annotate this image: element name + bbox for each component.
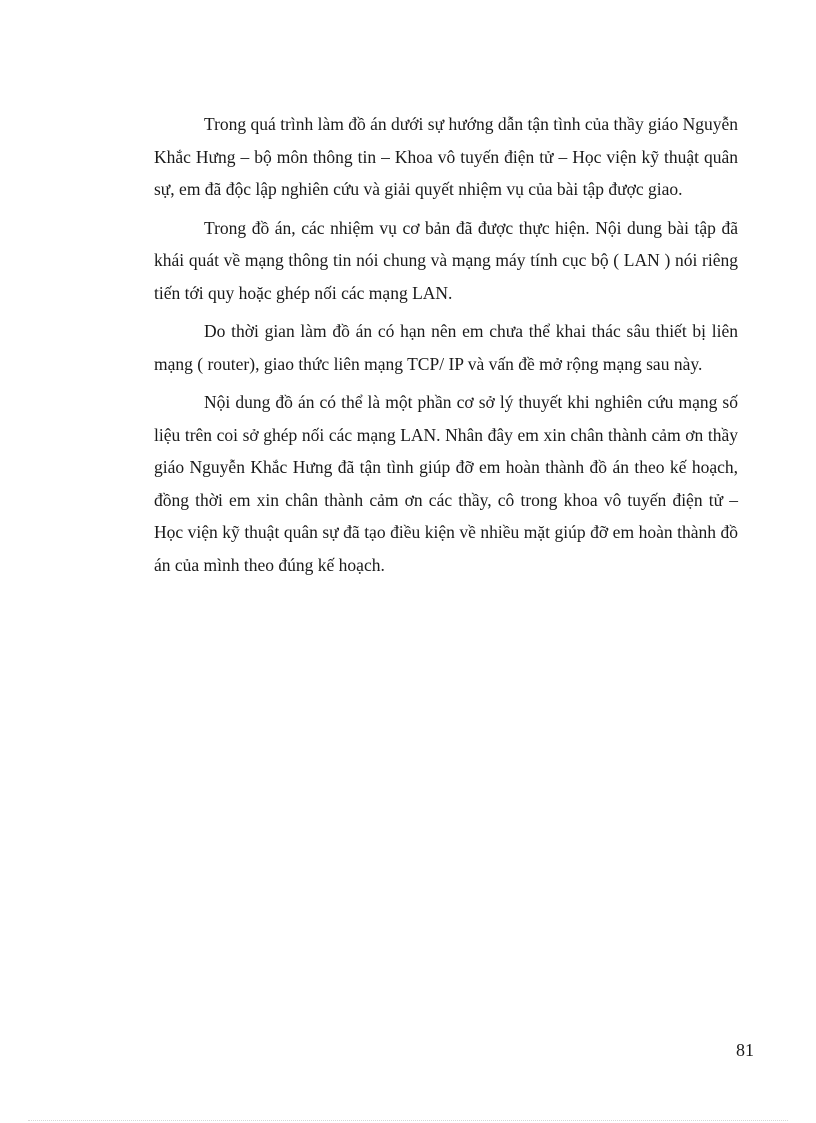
body-text <box>154 108 738 587</box>
paragraph-1: Trong quá trình làm đồ án dưới sự hướng dẫn tận tình của thầy giáo Nguyễn Khắc Hưng – bộ môn thông tin – Khoa vô tuyến điện tử – Học viện kỹ thuật quân sự, em đã độc lập nghiên cứu và giải quyết nhiệm vụ của bài tập được giao. <box>154 114 738 199</box>
footer-divider <box>28 1120 788 1121</box>
paragraph-3: Do thời gian làm đồ án có hạn nên em chưa thể khai thác sâu thiết bị liên mạng ( router), giao thức liên mạng TCP/ IP và vấn đề mở rộng mạng sau này. <box>154 321 738 374</box>
paragraph-4: Nội dung đồ án có thể là một phần cơ sở lý thuyết khi nghiên cứu mạng số liệu trên coi sở ghép nối các mạng LAN. Nhân đây em xin chân thành cảm ơn thầy giáo Nguyễn Khắc Hưng đã tận tình giúp đỡ em hoàn thành đồ án theo kế hoạch, đồng thời em xin chân thành cảm ơn các thầy, cô trong khoa vô tuyến điện tử – Học viện kỹ thuật quân sự đã tạo điều kiện về nhiều mặt giúp đỡ em hoàn thành đồ án của mình theo đúng kế hoạch. <box>154 392 738 575</box>
paragraph-2: Trong đồ án, các nhiệm vụ cơ bản đã được thực hiện. Nội dung bài tập đã khái quát về mạng thông tin nói chung và mạng máy tính cục bộ ( LAN ) nói riêng tiến tới quy hoặc ghép nối các mạng LAN. <box>154 217 738 303</box>
page-number: 81 <box>736 1040 754 1060</box>
